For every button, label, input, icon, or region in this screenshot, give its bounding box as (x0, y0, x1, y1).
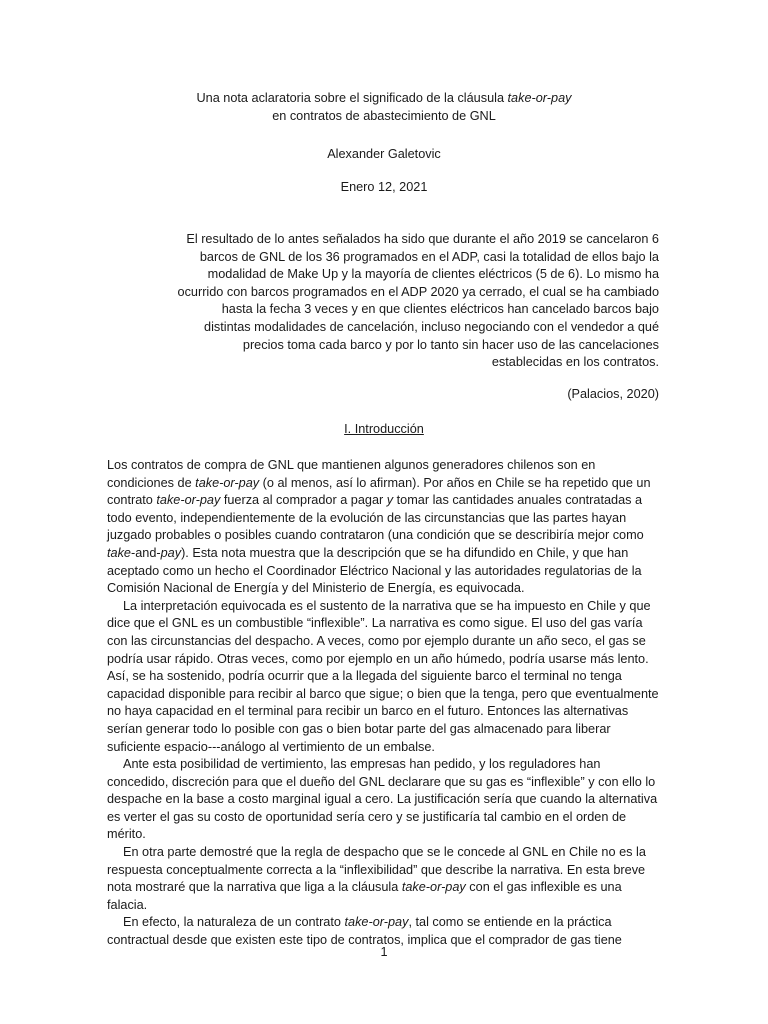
document-date: Enero 12, 2021 (340, 180, 428, 194)
epigraph-source: (Palacios, 2020) (567, 387, 659, 401)
author-name: Alexander Galetovic (327, 147, 441, 161)
document-title (0, 90, 768, 125)
paragraph-2: La interpretación equivocada es el sustento de la narrativa que se ha impuesto en Chile y que dice que el GNL es un combustible “inflexible”. La narrativa es como sigue. El uso del gas varía con las circunstancias del despacho. A veces, como por ejemplo durante un año seco, el gas se podría usar rápido. Otras veces, como por ejemplo en un año húmedo, podría usarse más lento. Así, se ha sostenido, podría ocurrir que a la llegada del siguiente barco el terminal no tenga capacidad disponible para recibir al barco que sigue; o bien que la tenga, pero que eventualmente no haya capacidad en el terminal para recibir un barco en el futuro. Entonces las alternativas serían generar todo lo posible con gas o bien botar parte del gas almacenado para liberar suficiente espacio---análogo al vertimiento de un embalse. (107, 598, 659, 754)
title-line-1: Una nota aclaratoria sobre el significado de la cláusula take-or-pay (196, 91, 572, 105)
paragraph-1: Los contratos de compra de GNL que mantienen algunos generadores chilenos son en condiciones de take-or-pay (o al menos, así lo afirman). Por años en Chile se ha repetido que un contrato take-or-pay fuerza al comprador a pagar y tomar las cantidades anuales contratadas a todo evento, independientemente de la evolución de las circunstancias que las partes hayan juzgado probables o posibles cuando contrataron (una condición que se describiría mejor como take-and-pay). Esta nota muestra que la descripción que se ha difundido en Chile, y que han aceptado como un hecho el Coordinador Eléctrico Nacional y las autoridades regulatorias de la Comisión Nacional de Energía y del Ministerio de Energía, es equivocada. (107, 458, 651, 596)
title-line-2: en contratos de abastecimiento de GNL (272, 108, 496, 123)
paragraph-4: En otra parte demostré que la regla de despacho que se le concede al GNL en Chile no es la respuesta conceptualmente correcta a la “inflexibilidad” que describe la narrativa. En esta breve nota mostraré que la narrativa que liga a la cláusula take-or-pay con el gas inflexible es una falacia. (107, 845, 646, 912)
section-heading: I. Introducción (344, 422, 424, 436)
paragraph-5: En efecto, la naturaleza de un contrato take-or-pay, tal como se entiende en la práctica contractual desde que existen este tipo de contratos, implica que el comprador de gas tiene (107, 915, 622, 948)
body-text (107, 457, 663, 950)
page-number: 1 (380, 945, 388, 959)
paragraph-3: Ante esta posibilidad de vertimiento, las empresas han pedido, y los reguladores han concedido, discreción para que el dueño del GNL declarare que su gas es “inflexible” y con ello lo despache en la base a costo marginal igual a cero. La justificación sería que cuando la alternativa es verter el gas su costo de oportunidad sería cero y se justificaría tal cambio en el orden de mérito. (107, 757, 658, 842)
epigraph-quote: El resultado de lo antes señalados ha sido que durante el año 2019 se cancelaron 6 barcos de GNL de los 36 programados en el ADP, casi la totalidad de ellos bajo la modalidad de Make Up y la mayoría de clientes eléctricos (5 de 6). Lo mismo ha ocurrido con barcos programados en el ADP 2020 ya cerrado, el cual se ha cambiado hasta la fecha 3 veces y en que clientes eléctricos han cancelado barcos bajo distintas modalidades de cancelación, incluso negociando con el vendedor a qué precios toma cada barco y por lo tanto sin hacer uso de las cancelaciones establecidas en los contratos. (177, 232, 659, 370)
